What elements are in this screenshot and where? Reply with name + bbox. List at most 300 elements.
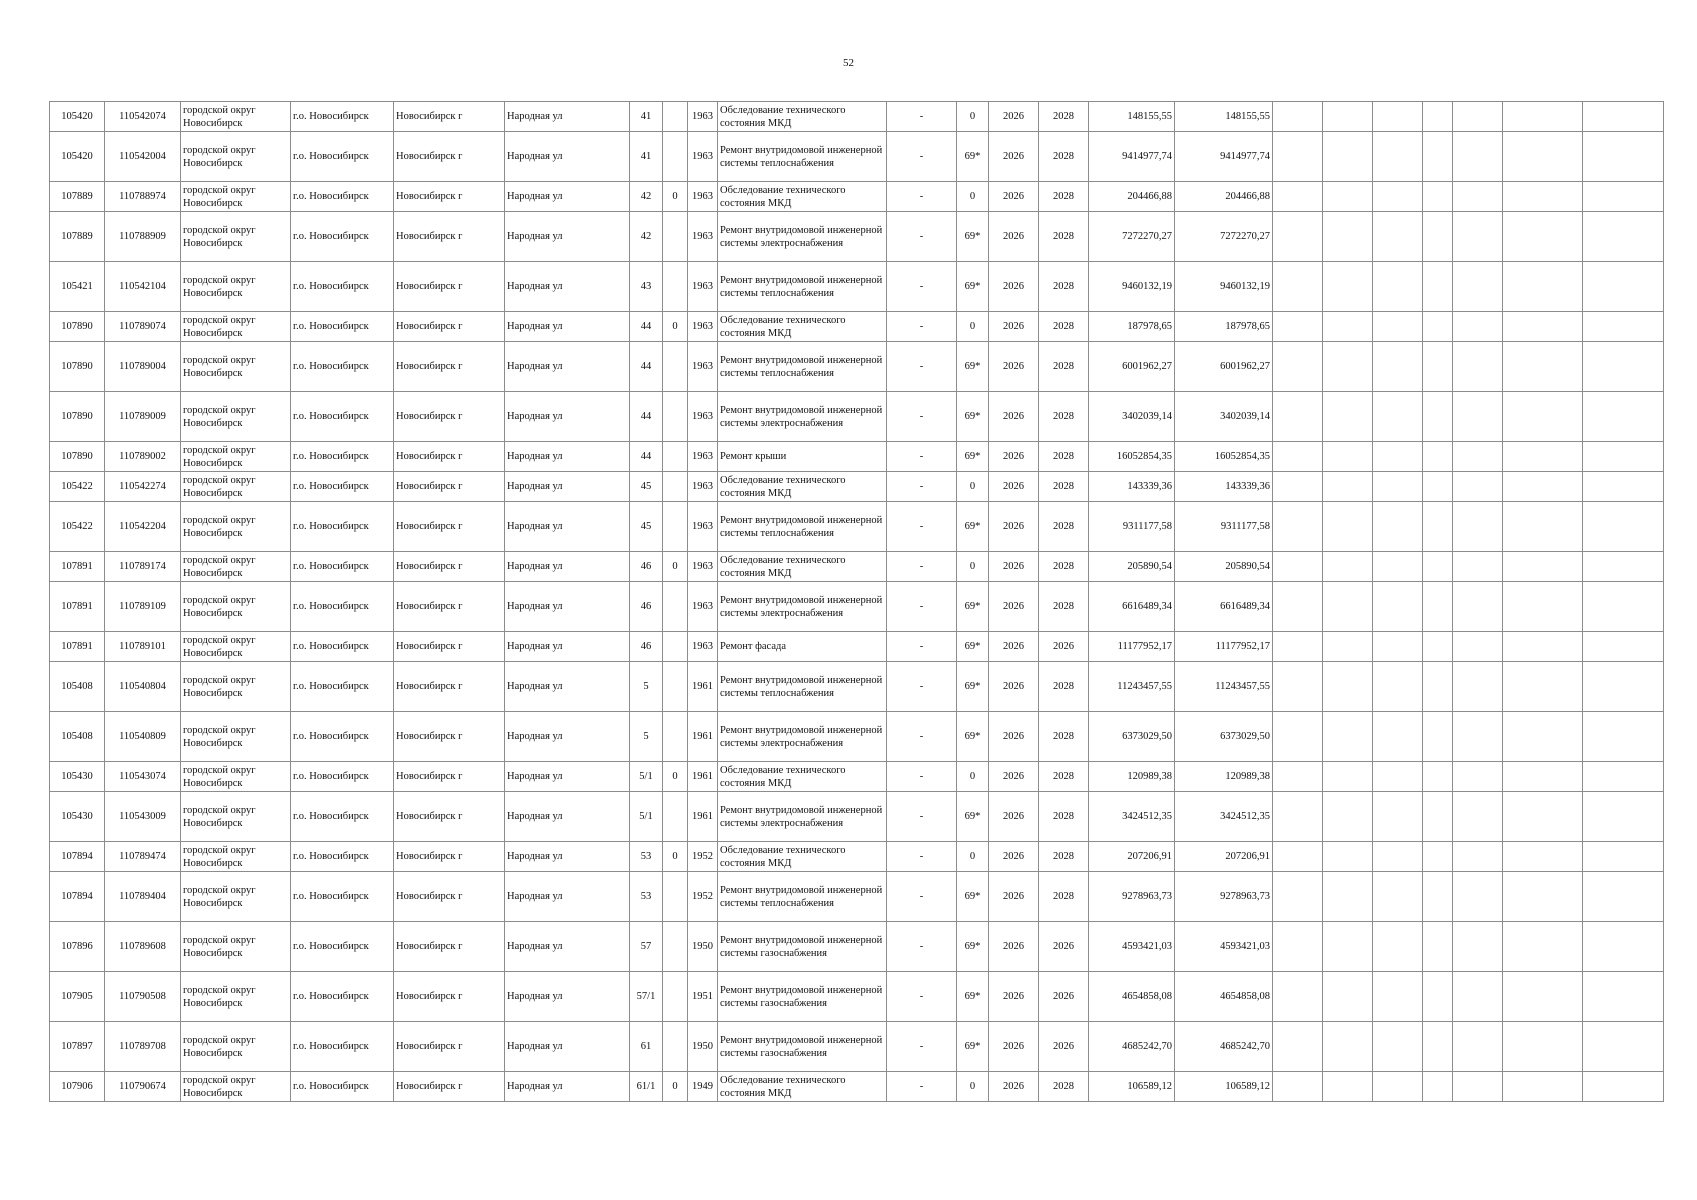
district-cell: городской округ Новосибирск [181, 102, 291, 132]
empty-cell [1583, 552, 1664, 582]
street-cell: Народная ул [505, 872, 630, 922]
empty-cell [1423, 442, 1453, 472]
table-row [50, 102, 1664, 132]
work-type-cell: Ремонт внутридомовой инженерной системы теплоснабжения [718, 662, 887, 712]
dash-cell: - [887, 212, 957, 262]
empty-cell [1503, 182, 1583, 212]
dash-cell: - [887, 392, 957, 442]
empty-cell [1583, 872, 1664, 922]
work-id-cell: 110789174 [105, 552, 181, 582]
street-cell: Народная ул [505, 132, 630, 182]
empty-cell [1453, 1072, 1503, 1102]
empty-cell [1503, 972, 1583, 1022]
table-row [50, 342, 1664, 392]
dash-cell: - [887, 922, 957, 972]
empty-cell [1453, 922, 1503, 972]
start-year-cell: 2026 [989, 762, 1039, 792]
cost-cell: 6616489,34 [1089, 582, 1175, 632]
house-id-cell: 107896 [50, 922, 105, 972]
work-id-cell: 110543074 [105, 762, 181, 792]
street-cell: Народная ул [505, 392, 630, 442]
empty-cell [1373, 132, 1423, 182]
empty-cell [1273, 662, 1323, 712]
work-type-cell: Обследование технического состояния МКД [718, 842, 887, 872]
municipality-cell: г.о. Новосибирск [291, 972, 394, 1022]
build-year-cell: 1963 [688, 182, 718, 212]
empty-cell [1583, 792, 1664, 842]
street-cell: Народная ул [505, 342, 630, 392]
empty-cell [1273, 972, 1323, 1022]
total-cost-cell: 207206,91 [1175, 842, 1273, 872]
building-cell [663, 132, 688, 182]
street-cell: Народная ул [505, 922, 630, 972]
city-cell: Новосибирск г [394, 762, 505, 792]
building-cell [663, 472, 688, 502]
dash-cell: - [887, 872, 957, 922]
empty-cell [1273, 312, 1323, 342]
city-cell: Новосибирск г [394, 792, 505, 842]
dash-cell: - [887, 442, 957, 472]
build-year-cell: 1952 [688, 842, 718, 872]
empty-cell [1423, 792, 1453, 842]
empty-cell [1503, 712, 1583, 762]
empty-cell [1503, 442, 1583, 472]
start-year-cell: 2026 [989, 502, 1039, 552]
municipality-cell: г.о. Новосибирск [291, 1072, 394, 1102]
empty-cell [1373, 1072, 1423, 1102]
empty-cell [1323, 582, 1373, 632]
empty-cell [1423, 212, 1453, 262]
work-type-cell: Обследование технического состояния МКД [718, 552, 887, 582]
city-cell: Новосибирск г [394, 922, 505, 972]
municipality-cell: г.о. Новосибирск [291, 132, 394, 182]
building-cell [663, 792, 688, 842]
district-cell: городской округ Новосибирск [181, 712, 291, 762]
wear-percent-cell: 69* [957, 502, 989, 552]
municipality-cell: г.о. Новосибирск [291, 442, 394, 472]
empty-cell [1423, 502, 1453, 552]
house-id-cell: 105420 [50, 132, 105, 182]
empty-cell [1583, 662, 1664, 712]
cost-cell: 7272270,27 [1089, 212, 1175, 262]
wear-percent-cell: 69* [957, 342, 989, 392]
empty-cell [1323, 842, 1373, 872]
empty-cell [1373, 552, 1423, 582]
empty-cell [1373, 712, 1423, 762]
wear-percent-cell: 69* [957, 392, 989, 442]
total-cost-cell: 11243457,55 [1175, 662, 1273, 712]
empty-cell [1323, 502, 1373, 552]
empty-cell [1373, 502, 1423, 552]
work-id-cell: 110540804 [105, 662, 181, 712]
end-year-cell: 2028 [1039, 212, 1089, 262]
total-cost-cell: 6373029,50 [1175, 712, 1273, 762]
total-cost-cell: 4593421,03 [1175, 922, 1273, 972]
dash-cell: - [887, 502, 957, 552]
house-number-cell: 61 [630, 1022, 663, 1072]
municipality-cell: г.о. Новосибирск [291, 392, 394, 442]
cost-cell: 6001962,27 [1089, 342, 1175, 392]
empty-cell [1423, 392, 1453, 442]
empty-cell [1273, 392, 1323, 442]
wear-percent-cell: 69* [957, 972, 989, 1022]
build-year-cell: 1961 [688, 762, 718, 792]
empty-cell [1453, 582, 1503, 632]
empty-cell [1503, 792, 1583, 842]
city-cell: Новосибирск г [394, 582, 505, 632]
empty-cell [1323, 182, 1373, 212]
work-id-cell: 110789074 [105, 312, 181, 342]
end-year-cell: 2028 [1039, 712, 1089, 762]
end-year-cell: 2028 [1039, 1072, 1089, 1102]
work-id-cell: 110789101 [105, 632, 181, 662]
empty-cell [1273, 442, 1323, 472]
start-year-cell: 2026 [989, 212, 1039, 262]
start-year-cell: 2026 [989, 392, 1039, 442]
work-id-cell: 110789608 [105, 922, 181, 972]
building-cell [663, 872, 688, 922]
end-year-cell: 2028 [1039, 342, 1089, 392]
house-id-cell: 107905 [50, 972, 105, 1022]
empty-cell [1373, 262, 1423, 312]
build-year-cell: 1963 [688, 312, 718, 342]
empty-cell [1503, 922, 1583, 972]
work-type-cell: Ремонт внутридомовой инженерной системы электроснабжения [718, 712, 887, 762]
city-cell: Новосибирск г [394, 1072, 505, 1102]
municipality-cell: г.о. Новосибирск [291, 872, 394, 922]
district-cell: городской округ Новосибирск [181, 312, 291, 342]
empty-cell [1423, 872, 1453, 922]
empty-cell [1273, 842, 1323, 872]
empty-cell [1273, 922, 1323, 972]
cost-cell: 11243457,55 [1089, 662, 1175, 712]
empty-cell [1423, 1022, 1453, 1072]
empty-cell [1373, 1022, 1423, 1072]
start-year-cell: 2026 [989, 552, 1039, 582]
wear-percent-cell: 0 [957, 1072, 989, 1102]
empty-cell [1583, 392, 1664, 442]
district-cell: городской округ Новосибирск [181, 792, 291, 842]
cost-cell: 205890,54 [1089, 552, 1175, 582]
district-cell: городской округ Новосибирск [181, 1072, 291, 1102]
build-year-cell: 1950 [688, 1022, 718, 1072]
table-row [50, 712, 1664, 762]
house-number-cell: 5/1 [630, 762, 663, 792]
house-id-cell: 105421 [50, 262, 105, 312]
street-cell: Народная ул [505, 1022, 630, 1072]
wear-percent-cell: 69* [957, 212, 989, 262]
empty-cell [1373, 392, 1423, 442]
building-cell [663, 102, 688, 132]
district-cell: городской округ Новосибирск [181, 472, 291, 502]
empty-cell [1423, 102, 1453, 132]
dash-cell: - [887, 1022, 957, 1072]
empty-cell [1453, 342, 1503, 392]
municipality-cell: г.о. Новосибирск [291, 662, 394, 712]
start-year-cell: 2026 [989, 472, 1039, 502]
house-id-cell: 107906 [50, 1072, 105, 1102]
empty-cell [1323, 1022, 1373, 1072]
end-year-cell: 2028 [1039, 872, 1089, 922]
district-cell: городской округ Новосибирск [181, 662, 291, 712]
end-year-cell: 2028 [1039, 762, 1089, 792]
house-number-cell: 57 [630, 922, 663, 972]
empty-cell [1583, 442, 1664, 472]
house-id-cell: 105408 [50, 662, 105, 712]
dash-cell: - [887, 552, 957, 582]
start-year-cell: 2026 [989, 262, 1039, 312]
cost-cell: 3424512,35 [1089, 792, 1175, 842]
empty-cell [1583, 922, 1664, 972]
district-cell: городской округ Новосибирск [181, 182, 291, 212]
city-cell: Новосибирск г [394, 552, 505, 582]
empty-cell [1373, 102, 1423, 132]
district-cell: городской округ Новосибирск [181, 212, 291, 262]
empty-cell [1373, 182, 1423, 212]
municipality-cell: г.о. Новосибирск [291, 262, 394, 312]
house-id-cell: 107889 [50, 182, 105, 212]
street-cell: Народная ул [505, 662, 630, 712]
empty-cell [1583, 762, 1664, 792]
empty-cell [1323, 312, 1373, 342]
empty-cell [1273, 872, 1323, 922]
city-cell: Новосибирск г [394, 1022, 505, 1072]
empty-cell [1453, 392, 1503, 442]
empty-cell [1323, 102, 1373, 132]
empty-cell [1453, 762, 1503, 792]
empty-cell [1503, 262, 1583, 312]
house-id-cell: 107889 [50, 212, 105, 262]
empty-cell [1503, 472, 1583, 502]
end-year-cell: 2026 [1039, 1022, 1089, 1072]
empty-cell [1583, 262, 1664, 312]
empty-cell [1503, 132, 1583, 182]
city-cell: Новосибирск г [394, 312, 505, 342]
empty-cell [1583, 1022, 1664, 1072]
work-type-cell: Обследование технического состояния МКД [718, 102, 887, 132]
work-id-cell: 110790508 [105, 972, 181, 1022]
empty-cell [1423, 132, 1453, 182]
street-cell: Народная ул [505, 842, 630, 872]
house-id-cell: 107891 [50, 582, 105, 632]
building-cell [663, 632, 688, 662]
work-id-cell: 110788974 [105, 182, 181, 212]
cost-cell: 4593421,03 [1089, 922, 1175, 972]
cost-cell: 9311177,58 [1089, 502, 1175, 552]
empty-cell [1583, 132, 1664, 182]
house-id-cell: 107891 [50, 632, 105, 662]
house-number-cell: 57/1 [630, 972, 663, 1022]
cost-cell: 9414977,74 [1089, 132, 1175, 182]
city-cell: Новосибирск г [394, 132, 505, 182]
end-year-cell: 2028 [1039, 392, 1089, 442]
work-id-cell: 110788909 [105, 212, 181, 262]
end-year-cell: 2028 [1039, 662, 1089, 712]
empty-cell [1583, 632, 1664, 662]
house-number-cell: 5 [630, 712, 663, 762]
wear-percent-cell: 0 [957, 312, 989, 342]
building-cell [663, 712, 688, 762]
building-cell: 0 [663, 182, 688, 212]
dash-cell: - [887, 792, 957, 842]
empty-cell [1323, 392, 1373, 442]
empty-cell [1583, 1072, 1664, 1102]
building-cell: 0 [663, 762, 688, 792]
build-year-cell: 1963 [688, 212, 718, 262]
district-cell: городской округ Новосибирск [181, 132, 291, 182]
total-cost-cell: 9414977,74 [1175, 132, 1273, 182]
building-cell [663, 342, 688, 392]
work-type-cell: Ремонт внутридомовой инженерной системы теплоснабжения [718, 502, 887, 552]
work-id-cell: 110542004 [105, 132, 181, 182]
empty-cell [1323, 872, 1373, 922]
house-number-cell: 42 [630, 182, 663, 212]
dash-cell: - [887, 472, 957, 502]
empty-cell [1423, 712, 1453, 762]
cost-cell: 106589,12 [1089, 1072, 1175, 1102]
street-cell: Народная ул [505, 442, 630, 472]
empty-cell [1453, 792, 1503, 842]
empty-cell [1373, 472, 1423, 502]
empty-cell [1373, 872, 1423, 922]
city-cell: Новосибирск г [394, 472, 505, 502]
empty-cell [1373, 792, 1423, 842]
start-year-cell: 2026 [989, 922, 1039, 972]
street-cell: Народная ул [505, 552, 630, 582]
municipality-cell: г.о. Новосибирск [291, 792, 394, 842]
end-year-cell: 2028 [1039, 582, 1089, 632]
house-id-cell: 107894 [50, 872, 105, 922]
empty-cell [1423, 342, 1453, 392]
city-cell: Новосибирск г [394, 262, 505, 312]
empty-cell [1503, 392, 1583, 442]
dash-cell: - [887, 582, 957, 632]
district-cell: городской округ Новосибирск [181, 632, 291, 662]
city-cell: Новосибирск г [394, 392, 505, 442]
city-cell: Новосибирск г [394, 662, 505, 712]
empty-cell [1373, 972, 1423, 1022]
work-type-cell: Ремонт крыши [718, 442, 887, 472]
municipality-cell: г.о. Новосибирск [291, 342, 394, 392]
dash-cell: - [887, 102, 957, 132]
total-cost-cell: 3402039,14 [1175, 392, 1273, 442]
empty-cell [1323, 712, 1373, 762]
district-cell: городской округ Новосибирск [181, 392, 291, 442]
work-type-cell: Ремонт внутридомовой инженерной системы теплоснабжения [718, 132, 887, 182]
wear-percent-cell: 0 [957, 182, 989, 212]
build-year-cell: 1963 [688, 502, 718, 552]
end-year-cell: 2028 [1039, 442, 1089, 472]
total-cost-cell: 7272270,27 [1175, 212, 1273, 262]
empty-cell [1583, 502, 1664, 552]
wear-percent-cell: 0 [957, 762, 989, 792]
start-year-cell: 2026 [989, 442, 1039, 472]
district-cell: городской округ Новосибирск [181, 972, 291, 1022]
empty-cell [1423, 182, 1453, 212]
house-id-cell: 105422 [50, 472, 105, 502]
cost-cell: 120989,38 [1089, 762, 1175, 792]
empty-cell [1423, 312, 1453, 342]
dash-cell: - [887, 662, 957, 712]
start-year-cell: 2026 [989, 792, 1039, 842]
table-row [50, 582, 1664, 632]
cost-cell: 207206,91 [1089, 842, 1175, 872]
municipality-cell: г.о. Новосибирск [291, 922, 394, 972]
empty-cell [1583, 102, 1664, 132]
end-year-cell: 2028 [1039, 132, 1089, 182]
empty-cell [1373, 842, 1423, 872]
start-year-cell: 2026 [989, 662, 1039, 712]
empty-cell [1423, 972, 1453, 1022]
work-type-cell: Обследование технического состояния МКД [718, 762, 887, 792]
empty-cell [1453, 872, 1503, 922]
house-number-cell: 46 [630, 582, 663, 632]
street-cell: Народная ул [505, 1072, 630, 1102]
empty-cell [1453, 212, 1503, 262]
work-type-cell: Ремонт внутридомовой инженерной системы теплоснабжения [718, 262, 887, 312]
wear-percent-cell: 69* [957, 1022, 989, 1072]
dash-cell: - [887, 182, 957, 212]
table-row [50, 182, 1664, 212]
wear-percent-cell: 69* [957, 662, 989, 712]
work-id-cell: 110789002 [105, 442, 181, 472]
start-year-cell: 2026 [989, 1072, 1039, 1102]
build-year-cell: 1963 [688, 472, 718, 502]
city-cell: Новосибирск г [394, 842, 505, 872]
table-row [50, 662, 1664, 712]
work-id-cell: 110542204 [105, 502, 181, 552]
street-cell: Народная ул [505, 212, 630, 262]
cost-cell: 6373029,50 [1089, 712, 1175, 762]
empty-cell [1323, 342, 1373, 392]
city-cell: Новосибирск г [394, 632, 505, 662]
street-cell: Народная ул [505, 472, 630, 502]
work-id-cell: 110789109 [105, 582, 181, 632]
empty-cell [1373, 212, 1423, 262]
house-number-cell: 41 [630, 132, 663, 182]
building-cell [663, 262, 688, 312]
house-id-cell: 107890 [50, 342, 105, 392]
building-cell [663, 972, 688, 1022]
house-number-cell: 5/1 [630, 792, 663, 842]
start-year-cell: 2026 [989, 872, 1039, 922]
work-type-cell: Обследование технического состояния МКД [718, 1072, 887, 1102]
house-number-cell: 44 [630, 342, 663, 392]
dash-cell: - [887, 972, 957, 1022]
table-row [50, 922, 1664, 972]
dash-cell: - [887, 132, 957, 182]
end-year-cell: 2028 [1039, 472, 1089, 502]
table-row [50, 792, 1664, 842]
table-row [50, 1072, 1664, 1102]
work-id-cell: 110542274 [105, 472, 181, 502]
district-cell: городской округ Новосибирск [181, 582, 291, 632]
end-year-cell: 2026 [1039, 972, 1089, 1022]
total-cost-cell: 106589,12 [1175, 1072, 1273, 1102]
build-year-cell: 1963 [688, 442, 718, 472]
empty-cell [1503, 212, 1583, 262]
build-year-cell: 1963 [688, 132, 718, 182]
city-cell: Новосибирск г [394, 442, 505, 472]
municipality-cell: г.о. Новосибирск [291, 712, 394, 762]
empty-cell [1273, 212, 1323, 262]
empty-cell [1273, 762, 1323, 792]
work-type-cell: Обследование технического состояния МКД [718, 472, 887, 502]
build-year-cell: 1963 [688, 342, 718, 392]
empty-cell [1453, 632, 1503, 662]
empty-cell [1423, 632, 1453, 662]
empty-cell [1273, 552, 1323, 582]
